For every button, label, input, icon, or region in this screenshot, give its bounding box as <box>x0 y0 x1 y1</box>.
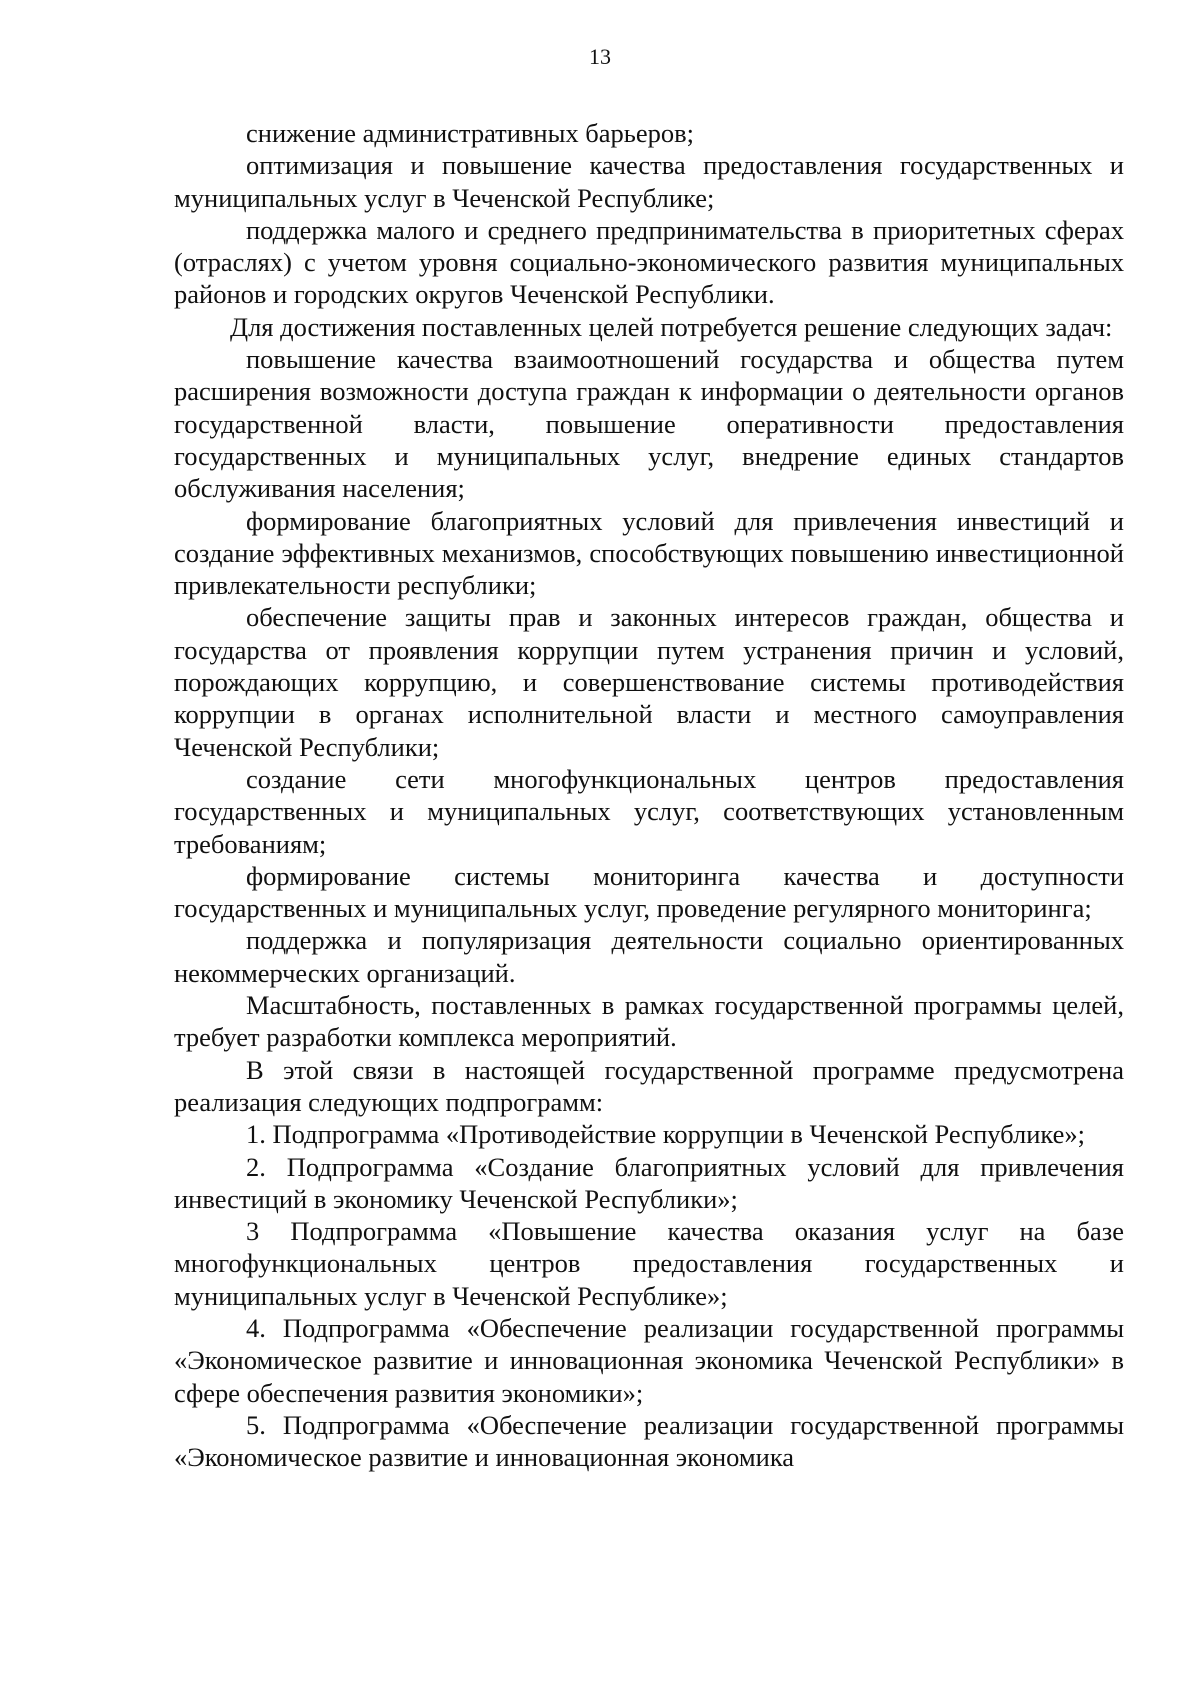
paragraph-tasks-intro: Для достижения поставленных целей потребуется решение следующих задач: <box>230 311 1113 342</box>
paragraph-reduce-barriers: снижение административных барьеров; <box>246 118 695 148</box>
paragraph-subprogram-2: 2. Подпрограмма «Создание благоприятных условий для привлечения инвестиций в экономику Чеченской Республики»; <box>174 1151 1124 1214</box>
paragraph-task-investment: формирование благоприятных условий для привлечения инвестиций и создание эффективных механизмов, способствующих повышению инвестиционной привлекательности республики; <box>174 505 1124 601</box>
paragraph-subprogram-3: 3 Подпрограмма «Повышение качества оказания услуг на базе многофункциональных центров предоставления государственных и муниципальных услуг в Чеченской Республике»; <box>174 1216 1124 1311</box>
page-number: 13 <box>589 44 611 69</box>
paragraph-subprogram-5: 5. Подпрограмма «Обеспечение реализации государственной программы «Экономическое развитие и инновационная экономика <box>174 1409 1124 1473</box>
paragraph-optimize-services: оптимизация и повышение качества предоставления государственных и муниципальных услуг в Чеченской Республике; <box>174 150 1124 213</box>
paragraph-task-monitoring: формирование системы мониторинга качества и доступности государственных и муниципальных услуг, проведение регулярного мониторинга; <box>174 860 1124 924</box>
paragraph-subprogram-1: 1. Подпрограмма «Противодействие коррупции в Чеченской Республике»; <box>246 1119 1085 1150</box>
paragraph-subprogram-4: 4. Подпрограмма «Обеспечение реализации государственной программы «Экономическое развитие и инновационная экономика Чеченской Республики» в сфере обеспечения развития экономики»; <box>174 1312 1124 1408</box>
paragraph-scale: Масштабность, поставленных в рамках государственной программы целей, требует разработки комплекса мероприятий. <box>174 990 1124 1053</box>
paragraph-task-anticorruption: обеспечение защиты прав и законных интересов граждан, общества и государства от проявления коррупции путем устранения причин и условий, порождающих коррупцию, и совершенствование системы противодействия коррупции в органах исполнительной власти и местного самоуправления Чеченской Республики; <box>174 602 1124 762</box>
paragraph-task-nko-support: поддержка и популяризация деятельности социально ориентированных некоммерческих организаций. <box>174 925 1124 988</box>
paragraph-subprograms-intro: В этой связи в настоящей государственной программе предусмотрена реализация следующих подпрограмм: <box>174 1054 1124 1117</box>
document-body <box>174 117 1124 1473</box>
paragraph-support-business: поддержка малого и среднего предпринимательства в приоритетных сферах (отраслях) с учетом уровня социально-экономического развития муниципальных районов и городских округов Чеченской Республики. <box>174 214 1124 310</box>
paragraph-task-mfc-network: создание сети многофункциональных центров предоставления государственных и муниципальных услуг, соответствующих установленным требованиям; <box>174 763 1124 859</box>
paragraph-task-relations: повышение качества взаимоотношений государства и общества путем расширения возможности доступа граждан к информации о деятельности органов государственной власти, повышение оперативности предоставления государственных и муниципальных услуг, внедрение единых стандартов обслуживания населения; <box>174 344 1124 504</box>
